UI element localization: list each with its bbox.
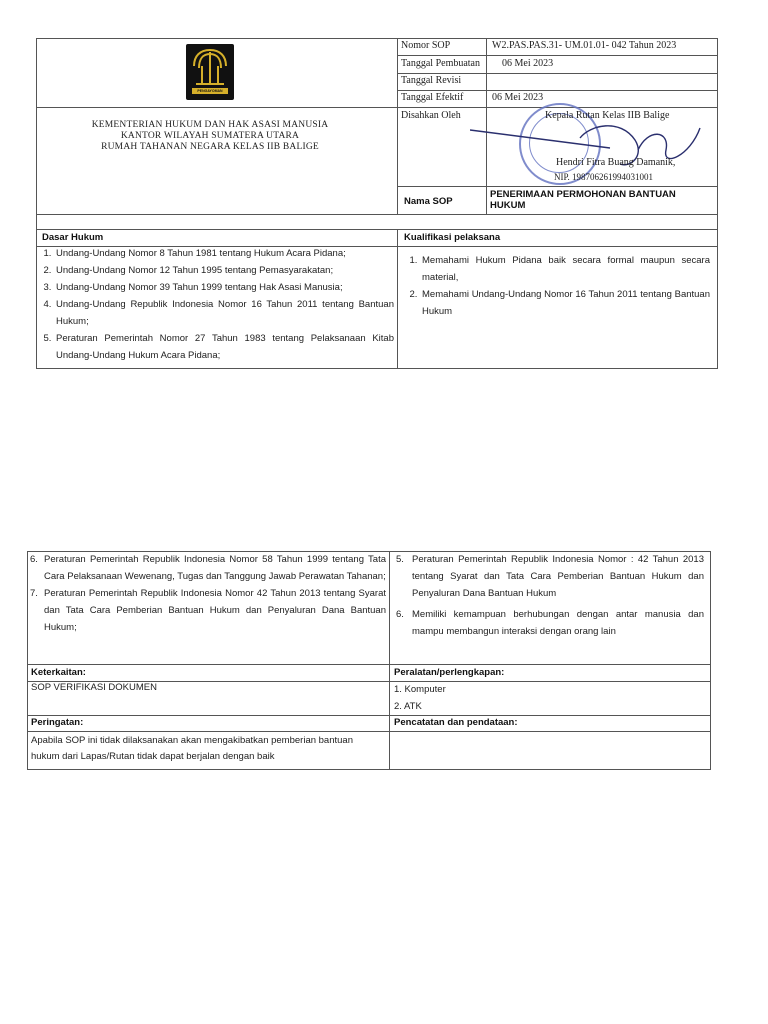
peralatan-heading: Peralatan/perlengkapan:: [394, 667, 505, 678]
kualifikasi-continued: [396, 551, 704, 640]
list-item: 1. Memahami Hukum Pidana baik secara formal maupun secara material,: [420, 252, 710, 286]
disahkan-nip: NIP. 198706261994031001: [554, 172, 654, 182]
peringatan-text: [31, 733, 353, 765]
list-item: 3. Undang-Undang Nomor 39 Tahun 1999 tentang Hak Asasi Manusia;: [54, 279, 394, 296]
disahkan-name: Hendri Fitra Buang Damanik,: [556, 157, 676, 168]
peralatan-list: [394, 681, 446, 715]
list-item: 2. Memahami Undang-Undang Nomor 16 Tahun 2011 tentang Bantuan Hukum: [420, 286, 710, 320]
kualifikasi-list: [404, 252, 710, 320]
organization-name: [40, 120, 380, 153]
item-number: 6.: [30, 554, 38, 565]
list-item: [30, 551, 386, 585]
list-item: [396, 551, 704, 602]
list-item: 1. Komputer: [394, 684, 446, 695]
list-item: 2. ATK: [394, 701, 422, 712]
item-text: Peraturan Pemerintah Republik Indonesia Nomor : 42 Tahun 2013 tentang Syarat dan Tata Cara Pemberian Bantuan Hukum dan Penyaluran Dana Bantuan Hukum: [412, 554, 704, 599]
item-text: Memiliki kemampuan berhubungan dengan antar manusia dan mampu membangun interaksi dengan orang lain: [412, 609, 704, 637]
pengayoman-logo: [186, 44, 234, 100]
org-line-2: KANTOR WILAYAH SUMATERA UTARA: [120, 131, 300, 141]
peringatan-heading: Peringatan:: [31, 717, 84, 728]
nama-sop-value-line-2: HUKUM: [490, 200, 526, 211]
disahkan-title: Kepala Rutan Kelas IIB Balige: [545, 110, 670, 121]
dasar-hukum-list: [38, 245, 394, 364]
nama-sop-value: [490, 189, 676, 211]
list-item: 2. Undang-Undang Nomor 12 Tahun 1995 tentang Pemasyarakatan;: [54, 262, 394, 279]
item-number: 6.: [396, 609, 404, 620]
org-line-1: KEMENTERIAN HUKUM DAN HAK ASASI MANUSIA: [91, 120, 329, 130]
tanggal-pembuatan-label: Tanggal Pembuatan: [401, 58, 480, 69]
list-item: [30, 585, 386, 636]
list-item: 4. Undang-Undang Republik Indonesia Nomor 16 Tahun 2011 tentang Bantuan Hukum;: [54, 296, 394, 330]
list-item: 5. Peraturan Pemerintah Nomor 27 Tahun 1983 tentang Pelaksanaan Kitab Undang-Undang Hukum Acara Pidana;: [54, 330, 394, 364]
nama-sop-value-line-1: PENERIMAAN PERMOHONAN BANTUAN: [490, 189, 676, 200]
dasar-hukum-continued: [30, 551, 386, 636]
nomor-sop-value: W2.PAS.PAS.31- UM.01.01- 042 Tahun 2023: [492, 40, 677, 51]
item-number: 5.: [396, 554, 404, 565]
keterkaitan-heading: Keterkaitan:: [31, 667, 86, 678]
peringatan-line: hukum dari Lapas/Rutan tidak dapat berjalan dengan baik: [31, 751, 275, 762]
dasar-hukum-heading: Dasar Hukum: [42, 232, 104, 243]
tanggal-revisi-label: Tanggal Revisi: [401, 75, 462, 86]
keterkaitan-value: SOP VERIFIKASI DOKUMEN: [31, 682, 157, 693]
item-number: 7.: [30, 588, 38, 599]
tanggal-efektif-label: Tanggal Efektif: [401, 92, 464, 103]
item-text: Peraturan Pemerintah Republik Indonesia Nomor 58 Tahun 1999 tentang Tata Cara Pelaksanaan Wewenang, Tugas dan Tanggung Jawab Perawatan Tahanan;: [44, 554, 386, 582]
logo-caption: PENGAYOMAN: [197, 89, 223, 93]
list-item: [396, 606, 704, 640]
nomor-sop-label: Nomor SOP: [401, 40, 451, 51]
peringatan-line: Apabila SOP ini tidak dilaksanakan akan mengakibatkan pemberian bantuan: [31, 735, 353, 746]
nama-sop-label: Nama SOP: [404, 196, 453, 207]
tanggal-pembuatan-value: 06 Mei 2023: [502, 58, 554, 69]
kualifikasi-heading: Kualifikasi pelaksana: [404, 232, 501, 243]
pencatatan-heading: Pencatatan dan pendataan:: [394, 717, 518, 728]
list-item: 1. Undang-Undang Nomor 8 Tahun 1981 tentang Hukum Acara Pidana;: [54, 245, 394, 262]
item-text: Peraturan Pemerintah Republik Indonesia Nomor 42 Tahun 2013 tentang Syarat dan Tata Cara Pemberian Bantuan Hukum dan Penyaluran Dana Bantuan Hukum;: [44, 588, 386, 633]
org-line-3: RUMAH TAHANAN NEGARA KELAS IIB BALIGE: [101, 142, 319, 152]
disahkan-oleh-label: Disahkan Oleh: [401, 110, 461, 121]
tanggal-efektif-value: 06 Mei 2023: [492, 92, 544, 103]
